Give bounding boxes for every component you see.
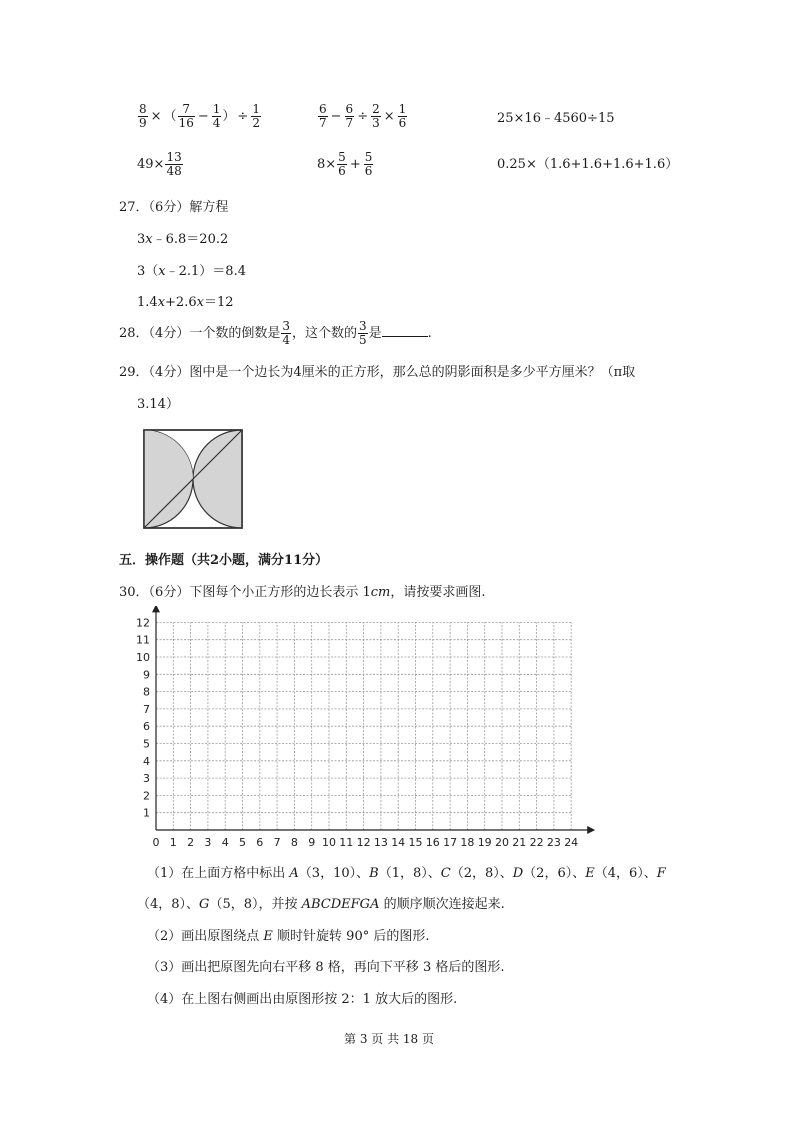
y-tick-label: 10 [136, 651, 150, 664]
x-tick-label: 5 [239, 836, 246, 849]
q29-line2: 3.14） [137, 397, 179, 412]
x-tick-label: 23 [546, 836, 561, 849]
x-tick-label: 11 [339, 836, 354, 849]
x-tick-label: 1 [169, 836, 177, 849]
shaded-square-figure [142, 428, 244, 532]
x-tick-label: 21 [512, 836, 527, 849]
x-tick-label: 2 [187, 836, 195, 849]
x-tick-label: 16 [425, 836, 440, 849]
step-3: （3）画出把原图先向右平移 8 格，再向下平移 3 格后的图形. [147, 960, 505, 975]
fraction: $\frac{6}{7}$ [319, 102, 327, 130]
minus-sign: − [197, 109, 209, 124]
calc-r2c3: 0.25×（1.6+1.6+1.6+1.6） [497, 157, 679, 172]
y-tick-label: 6 [143, 720, 150, 734]
q27-eq1: 3x﹣6.8＝20.2 [137, 232, 229, 247]
step-4: （4）在上图右侧画出由原图形按 2：1 放大后的图形. [147, 992, 458, 1007]
x-tick-label: 8 [290, 836, 298, 849]
x-tick-label: 17 [443, 836, 458, 849]
fraction: $\frac{2}{3}$ [372, 102, 380, 130]
divide-sign: ÷ [237, 109, 249, 124]
x-tick-label: 19 [477, 836, 492, 849]
q27-eq3: 1.4x+2.6x＝12 [137, 295, 234, 310]
fraction: $\frac{3}{4}$ [282, 319, 290, 347]
x-tick-label: 6 [256, 836, 264, 849]
y-tick-label: 1 [143, 806, 150, 820]
times-sign: × [383, 109, 395, 124]
calc-r1c3: 25×16﹣4560÷15 [497, 111, 615, 126]
y-tick-label: 5 [143, 737, 150, 751]
x-tick-label: 7 [273, 836, 281, 849]
fraction: $\frac{1}{6}$ [398, 102, 407, 130]
y-tick-label: 4 [143, 754, 150, 768]
answer-blank[interactable] [382, 324, 428, 337]
fraction: $\frac{7}{16}$ [178, 102, 194, 130]
q28: 28．（4分）一个数的倒数是 $\frac{3}{4}$ ，这个数的 $\frac{3}{5}$ 是 . [119, 319, 432, 347]
calc-r1c1 [137, 103, 262, 130]
page-footer: 第 3 页 共 18 页 [344, 1032, 434, 1046]
paren: ） [222, 109, 236, 124]
x-tick-label: 14 [391, 836, 406, 849]
fraction: $\frac{5}{6}$ [338, 150, 346, 178]
x-tick-label: 18 [460, 836, 475, 849]
y-tick-label: 9 [143, 668, 150, 682]
y-tick-label: 3 [143, 772, 150, 786]
calc-r2c1 [137, 151, 184, 178]
fraction: $\frac{3}{5}$ [358, 319, 367, 347]
q30-prompt: 30．（6分）下图每个小正方形的边长表示 1cm，请按要求画图. [119, 585, 486, 600]
x-tick-label: 4 [221, 836, 229, 849]
x-tick-label: 9 [308, 836, 316, 849]
q27-title: 27．（6分）解方程 [119, 200, 229, 215]
x-tick-label: 22 [529, 836, 544, 849]
x-tick-label: 15 [408, 836, 423, 849]
x-tick-label: 24 [564, 836, 579, 849]
q27-eq2: 3（x﹣2.1）＝8.4 [137, 264, 246, 279]
calc-r1c2 [317, 103, 408, 130]
coordinate-grid [120, 606, 610, 854]
section-heading: 五．操作题（共2小题，满分11分） [119, 553, 329, 568]
y-tick-label: 2 [143, 789, 150, 803]
y-tick-label: 8 [143, 685, 150, 699]
x-tick-label: 12 [356, 836, 371, 849]
step-1-line1: （1）在上面方格中标出 A（3，10）、B（1，8）、C（2，8）、D（2，6）、E（4，6）、F [147, 866, 666, 881]
fraction: $\frac{5}{6}$ [364, 150, 373, 178]
x-tick-label: 13 [373, 836, 388, 849]
y-axis-arrow-icon [152, 606, 160, 612]
x-axis-arrow-icon [587, 826, 595, 834]
times-sign: × [150, 109, 162, 124]
fraction: $\frac{1}{2}$ [252, 102, 260, 130]
fraction: $\frac{8}{9}$ [139, 102, 147, 130]
paren: （ [163, 109, 177, 124]
y-tick-label: 11 [136, 633, 150, 647]
calc-r2c2 [317, 151, 374, 178]
fraction: $\frac{1}{4}$ [212, 102, 221, 130]
fraction: $\frac{13}{48}$ [166, 150, 182, 178]
plus-sign: + [349, 157, 361, 172]
x-tick-label: 3 [204, 836, 212, 849]
y-tick-label: 12 [136, 616, 150, 630]
x-tick-label: 20 [495, 836, 509, 849]
prefix: 8× [317, 157, 337, 172]
y-tick-label: 7 [143, 702, 150, 716]
divide-sign: ÷ [357, 109, 369, 124]
prefix: 49× [137, 157, 165, 172]
x-tick-label: 10 [322, 836, 336, 849]
q29-line1: 29．（4分）图中是一个边长为4厘米的正方形，那么总的阴影面积是多少平方厘米？（π取 [119, 365, 636, 380]
x-tick-label: 0 [152, 836, 160, 849]
minus-sign: − [330, 109, 342, 124]
fraction: $\frac{6}{7}$ [345, 102, 354, 130]
step-2: （2）画出原图绕点 E 顺时针旋转 90° 后的图形. [147, 929, 430, 944]
step-1-line2: （4，8）、G（5，8），并按 ABCDEFGA 的顺序顺次连接起来. [137, 897, 505, 912]
